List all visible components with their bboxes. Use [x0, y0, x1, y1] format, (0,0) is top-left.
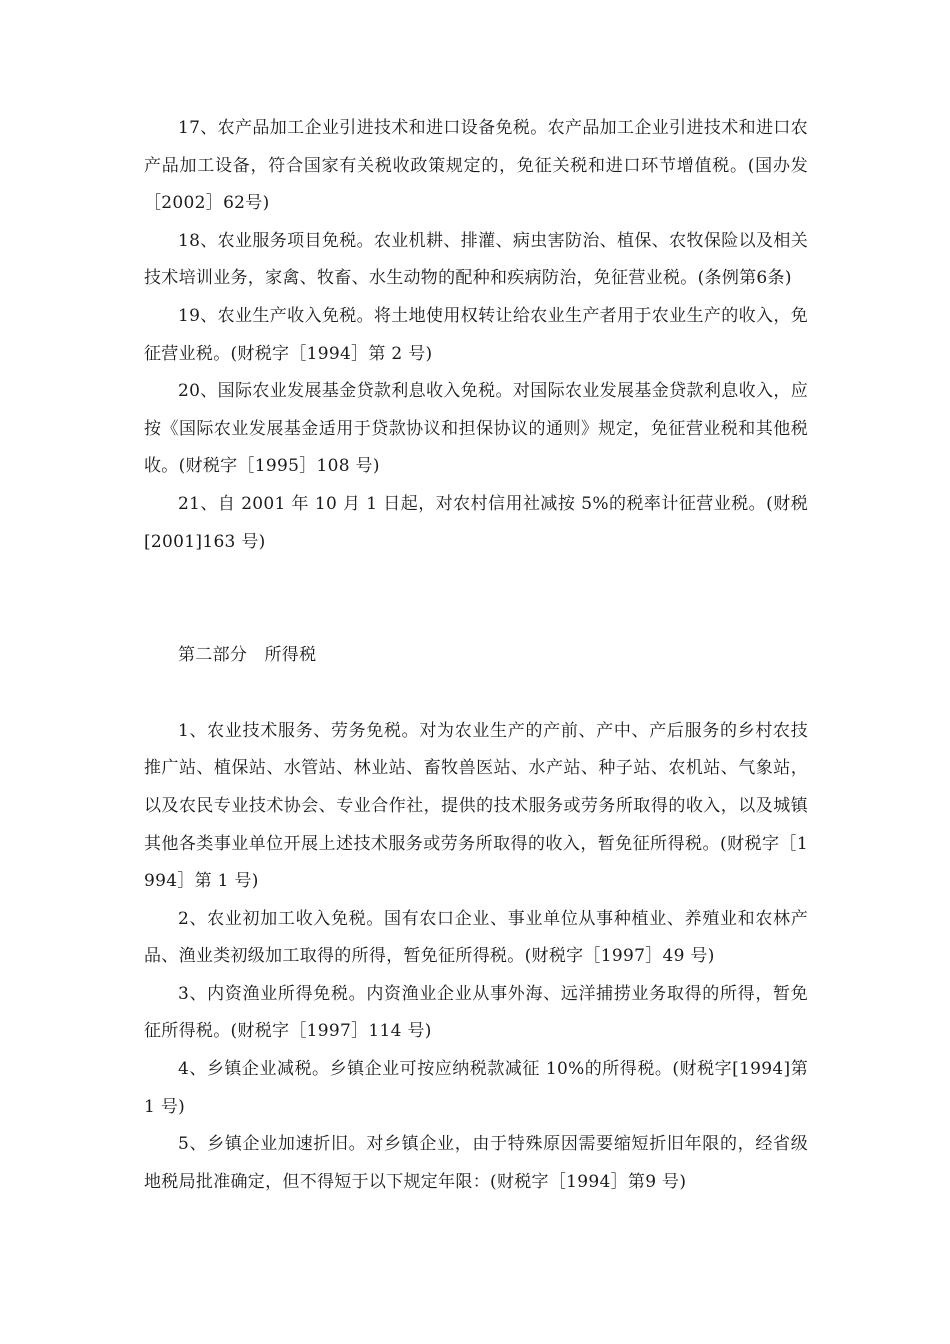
income-tax-item-4: 4、乡镇企业减税。乡镇企业可按应纳税款减征 10%的所得税。(财税字[1994]第 1 号)	[144, 1059, 808, 1117]
paragraph-item-20: 20、国际农业发展基金贷款利息收入免税。对国际农业发展基金贷款利息收入，应按《国际农业发展基金适用于贷款协议和担保协议的通则》规定，免征营业税和其他税收。(财税字［1995］108 号)	[144, 381, 808, 477]
income-tax-item-1: 1、农业技术服务、劳务免税。对为农业生产的产前、产中、产后服务的乡村农技推广站、植保站、水管站、林业站、畜牧兽医站、水产站、种子站、农机站、气象站，以及农民专业技术协会、专业合作社，提供的技术服务或劳务所取得的收入，以及城镇其他各类事业单位开展上述技术服务或劳务所取得的收入，暂免征所得税。(财税字［1994］第 1 号)	[144, 720, 808, 892]
income-tax-item-2: 2、农业初加工收入免税。国有农口企业、事业单位从事种植业、养殖业和农林产品、渔业类初级加工取得的所得，暂免征所得税。(财税字［1997］49 号)	[144, 908, 808, 967]
income-tax-item-5: 5、乡镇企业加速折旧。对乡镇企业，由于特殊原因需要缩短折旧年限的，经省级地税局批准确定，但不得短于以下规定年限：(财税字［1994］第9 号)	[144, 1134, 808, 1192]
paragraph-item-18: 18、农业服务项目免税。农业机耕、排灌、病虫害防治、植保、农牧保险以及相关技术培训业务，家禽、牧畜、水生动物的配种和疾病防治，免征营业税。(条例第6条)	[144, 230, 808, 289]
income-tax-item-3: 3、内资渔业所得免税。内资渔业企业从事外海、远洋捕捞业务取得的所得，暂免征所得税。(财税字［1997］114 号)	[144, 983, 808, 1042]
heading-gap	[144, 675, 808, 713]
paragraph-item-19: 19、农业生产收入免税。将土地使用权转让给农业生产者用于农业生产的收入，免征营业税。(财税字［1994］第 2 号)	[144, 305, 808, 364]
paragraph-item-21: 21、自 2001 年 10 月 1 日起，对农村信用社减按 5%的税率计征营业税。(财税[2001]163 号)	[144, 493, 808, 552]
paragraph-item-17: 17、农产品加工企业引进技术和进口设备免税。农产品加工企业引进技术和进口农产品加工设备，符合国家有关税收政策规定的，免征关税和进口环节增值税。(国办发［2002］62号)	[144, 118, 808, 214]
section-heading-income-tax: 第二部分 所得税	[178, 645, 317, 666]
section-gap	[144, 561, 808, 637]
document-body	[144, 110, 808, 1201]
